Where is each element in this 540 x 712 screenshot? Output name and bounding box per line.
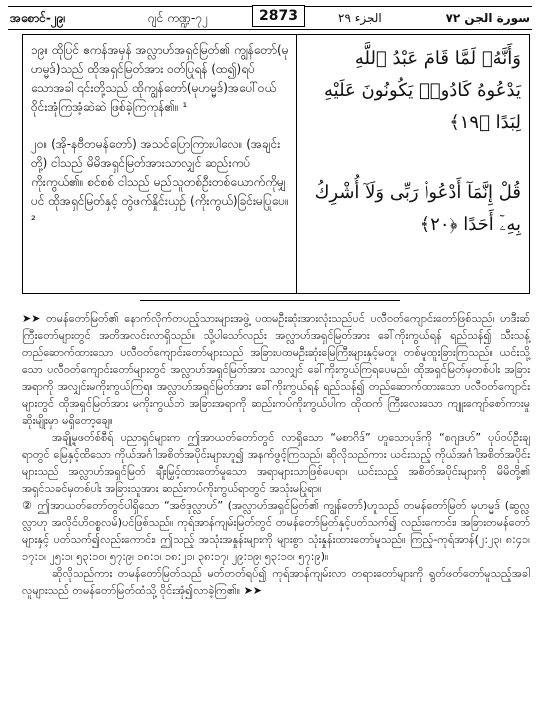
column-divider <box>296 35 297 293</box>
page-header <box>8 6 532 30</box>
verse-19-arabic: وَأَنَّهُۥ لَمَّا قَامَ عَبْدُ ٱللَّهِ يَدْعُوهُ كَادُوا۟ يَكُونُونَ عَلَيْهِ لِبَدًا ﴿١٩﴾ <box>323 48 521 133</box>
header-surah: سورة الجن ۷۲ <box>445 11 530 25</box>
commentary-paragraph: ဆိုလိုသည်ကား တမန်တော်မြတ်သည် မတ်တတ်ရပ်၍ ကုရ်အာန်ကျမ်းလာ တရားတော်များကို ရွတ်ဖတ်တော်မူသည့်အခါ လူများသည် တမန်တော်မြတ်ထံသို့ ဝိုင်းအုံ၍လာခဲ့ကြ၏။ ➤➤ <box>22 567 530 597</box>
verse-19-translation: ၁၉။ ထိုပြင် ဧကန်အမှန် အလ္လာဟ်အရှင်မြတ်၏ ကျွန်တော်(မုဟမ္မဒ်)သည် ထိုအရှင်မြတ်အား ဝတ်ပြုရန် (ထ၍)ရပ်သောအခါ ၎င်းတို့သည် ထိုကျွန်တော်(မုဟမ္မဒ်)အပေါ်ဝယ် ဝိုင်းအုံကြအံ့ဆဲဆဲ ဖြစ်ခဲ့ကြကုန်၏။ ¹ <box>31 43 289 114</box>
commentary-paragraph: အချို့မုဖတ်စ်စီရ် ပညာရှင်များက ဤအာယတ်တော်တွင် လာရှိသော “မစာဂိဒ်” ဟူသောပုဒ်ကို “စဂျဒဟ်” ပုပ်ဝပ်ဦးချရာတွင် မြေနှင့်ထိသော ကိုယ်အင်္ဂါအစိတ်အပိုင်းများဟူ၍ အနက်ဖွင့်ကြသည်၊ ဆိုလိုသည်ကား ယင်းသည့် ကိုယ်အင်္ဂါအစိတ်အပိုင်းများသည် အလ္လာဟ်အရှင်မြတ် ချီးမြှင့်ထားတော်မူသော အရာများသာဖြစ်ပေရာ၊ ယင်းသည့် အစိတ်အပိုင်းများကို မိမိတို့၏ အရှင်သခင်မှတစ်ပါး အခြားသူအား ဆည်းကပ်ကိုးကွယ်ရာတွင် အသုံးမပြုရာ။ <box>22 431 530 495</box>
header-juz: الجزء ۲۹ <box>338 11 382 25</box>
translation-column <box>31 41 289 248</box>
header-chapter: ဂျင် ကဏ္ဍ-၇၂ <box>148 11 209 25</box>
verse-20-arabic: قُلْ إِنَّمَآ أَدْعُوا۟ رَبِّى وَلَآ أُشْرِكُ بِهِۦٓ أَحَدًا ﴿٢٠﴾ <box>314 182 521 235</box>
verse-20-translation: ၂၀။ (အို-နဗီတမန်တော်) အသင်ပြောကြားပါလေ။ (အချင်းတို့) ငါသည် မိမိအရှင်မြတ်အားသာလျှင် ဆည်းကပ်ကိုးကွယ်၏။ စင်စစ် ငါသည် မည်သူတစ်ဦးတစ်ယောက်ကိုမျှပင် ထိုအရှင်မြတ်နှင့် တွဲဖက်နှိုင်းယှဉ် (ကိုးကွယ်)ခြင်းမပြုပေ။ ² <box>31 137 289 227</box>
header-volume: အစောင်-၂၉၊ <box>10 11 66 25</box>
footnote-rule <box>140 300 400 301</box>
arabic-column <box>307 43 521 279</box>
commentary-paragraph: ➤➤ တမန်တော်မြတ်၏ နောက်လိုက်တပည့်သားများအဖွဲ့ ပထမဦးဆုံးအားလုံးသည်ပင် ပလီဝတ်ကျောင်းတော်ဖြစ်သည်၊ ဟဒီးဆ်ကြီးတော်များတွင် အတိအလင်းလာရှိသည်။ သို့ပါသော်လည်း အလ္လာဟ်အရှင်မြတ်အား ခေါ်ကိုးကွယ်ရန် ရည်သန်၍ သီးသန့် တည်ဆောက်ထားသော ပလီဝတ်ကျောင်းတော်များသည် အခြားပထမဦးဆုံးမြေကြီးများနှင့်မတူ၊ တစ်မူထူးခြားကြသည်။ ယင်းသို့သော ပလီဝတ်ကျောင်းတော်များတွင် အလ္လာဟ်အရှင်မြတ်အား သာလျှင် ခေါ်ကိုးကွယ်ကြရပေမည်၊ ထိုအရှင်မြတ်မှတစ်ပါး အခြားအရာကို အလျှင်းမကိုးကွယ်ကြရ။ အလ္လာဟ်အရှင်မြတ်အား ခေါ်ကိုးကွယ်ရန် ရည်သန်၍ တည်ဆောက်ထားသော ပလီဝတ်ကျောင်းများတွင် ထိုအရှင်မြတ်အား မကိုးကွယ်ဘဲ အခြားအရာကို ဆည်းကပ်ကိုးကွယ်ပါက ထိုထက် ကြီးလေးသော ကျူးကျော်စော်ကားမှု ဆိုးမျိုးမှာ မရှိတော့ချေ။ <box>22 312 530 427</box>
verse-box <box>22 34 530 294</box>
commentary-paragraph: ② ဤအာယတ်တော်တွင်ပါရှိသော “အဗ်ဒုလ္လာဟ်” (အလ္လာဟ်အရှင်မြတ်၏ ကျွန်တော်)ဟူသည် တမန်တော်မြတ် မုဟမ္မဒ် (ဆွလ္လလ္လာဟု အလိုင်ဟိဝစ္စလမ်)ပင်ဖြစ်သည်။ ကုရ်အာန်ကျမ်းမြတ်တွင် တမန်တော်မြတ်နှင့်ပတ်သက်၍ လည်းကောင်း၊ အခြားတမန်တော်များနှင့် ပတ်သက်၍လည်းကောင်း၊ ဤသည့် အသုံးအနှုန်းများကို များစွာ သုံးနှုန်းထားတော်မူသည်။ ကြည့်-ကုရ်အာန်(၂:၂၃၊ ၈:၄၁၊ ၁၇:၁၊ ၂၅:၁၊ ၅၃:၁၀၊ ၅၇:၉၊ ၁၈:၁၊ ၁၈:၂၁၊ ၃၈:၁၇၊ ၂၉:၁၉၊ ၅၃:၁၀၊ ၅၇:၉)။ <box>22 499 530 563</box>
commentary <box>22 310 530 599</box>
page-number: 2873 <box>252 5 305 27</box>
